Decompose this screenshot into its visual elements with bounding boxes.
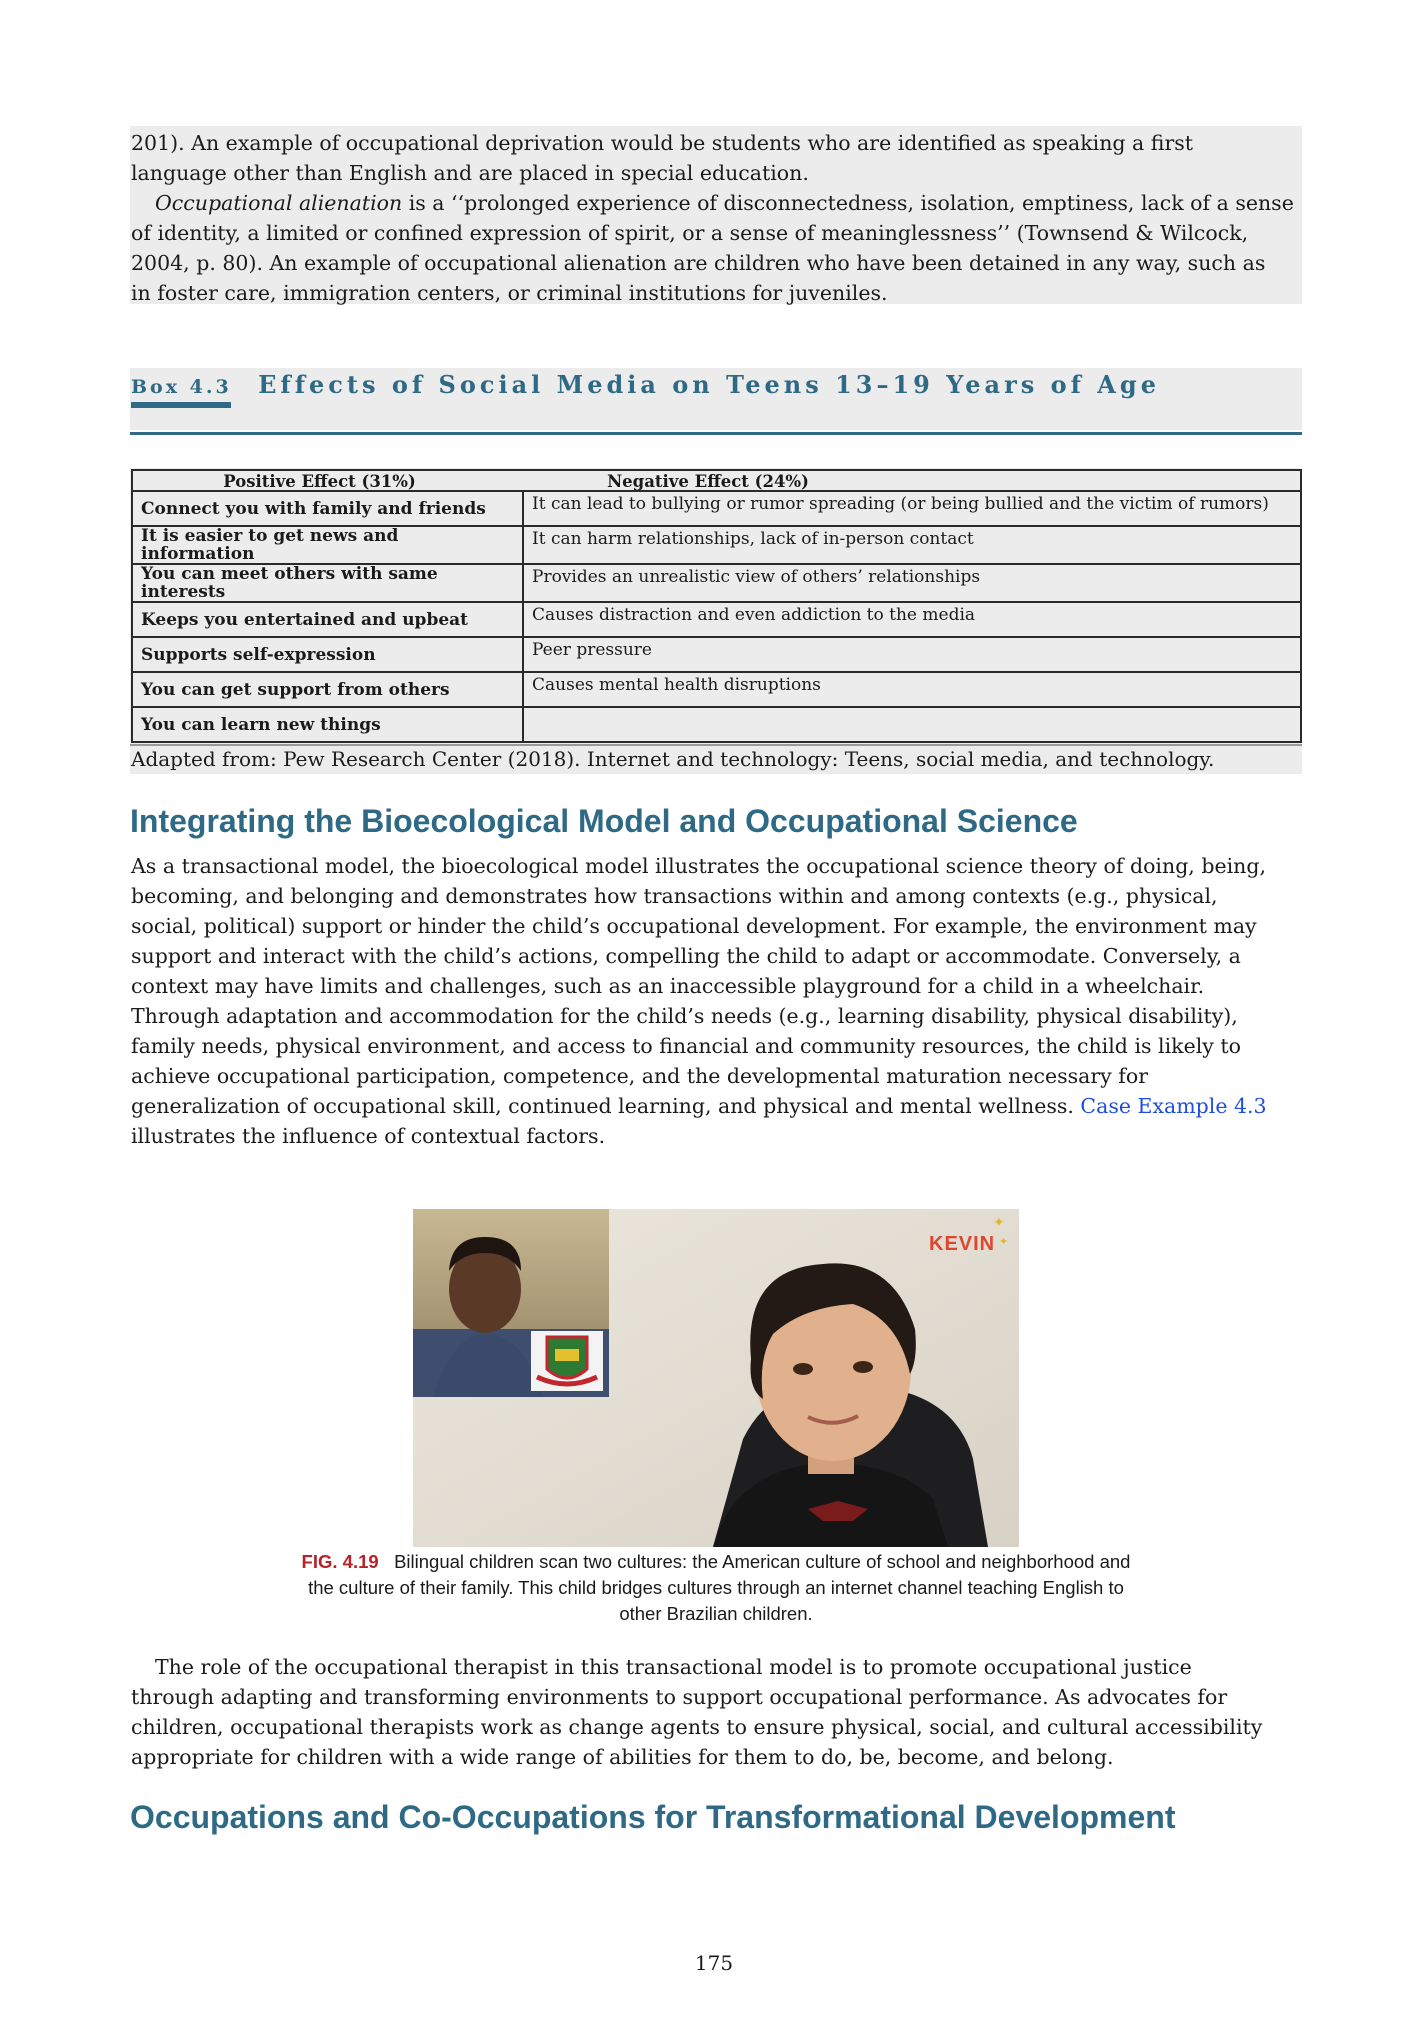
paragraph-line: family needs, physical environment, and access to financial and community resources, the child is likely to — [131, 1034, 1241, 1058]
table-row — [132, 491, 1301, 526]
positive-cell: It is easier to get news and information — [132, 526, 523, 564]
positive-cell: Supports self-expression — [132, 637, 523, 672]
negative-cell: Causes distraction and even addiction to the media — [523, 602, 1301, 637]
table-source: Adapted from: Pew Research Center (2018). Internet and technology: Teens, social media, and technology. — [131, 747, 1215, 771]
positive-cell: You can learn new things — [132, 707, 523, 742]
paragraph-line — [131, 1091, 1321, 1121]
negative-cell — [523, 707, 1301, 742]
figure-photo — [413, 1209, 1019, 1547]
paragraph-line: becoming, and belonging and demonstrates how transactions within and among contexts (e.g., physical, — [131, 884, 1218, 908]
alienation-term: Occupational alienation — [155, 191, 403, 215]
table-row — [132, 564, 1301, 602]
positive-cell: You can meet others with same interests — [132, 564, 523, 602]
intro-line: of identity, a limited or confined expression of spirit, or a sense of meaninglessness’’ (Townsend & Wilcock, — [131, 221, 1249, 245]
positive-cell: You can get support from others — [132, 672, 523, 707]
channel-logo: KEVIN — [929, 1233, 996, 1255]
intro-paragraph — [131, 128, 1311, 308]
caption-line — [205, 1549, 1227, 1575]
positive-cell: Connect you with family and friends — [132, 491, 523, 526]
star-icon: ✦ — [999, 1235, 1009, 1248]
table-row — [132, 672, 1301, 707]
table-header-row — [131, 469, 1302, 491]
paragraph-line: context may have limits and challenges, such as an inaccessible playground for a child in a wheelchair. — [131, 974, 1205, 998]
intro-line: 201). An example of occupational deprivation would be students who are identified as speaking a first — [131, 131, 1194, 155]
paragraph-line: support and interact with the child’s actions, compelling the child to adapt or accommodate. Conversely, a — [131, 944, 1241, 968]
intro-line: language other than English and are placed in special education. — [131, 161, 809, 185]
paragraph-line: appropriate for children with a wide range of abilities for them to do, be, become, and belong. — [131, 1745, 1114, 1769]
section-heading: Occupations and Co-Occupations for Transformational Development — [130, 1799, 1176, 1835]
table-row — [132, 526, 1301, 564]
intro-line-rest: is a ‘‘prolonged experience of disconnectedness, isolation, emptiness, lack of a sense — [402, 191, 1294, 215]
paragraph-line: achieve occupational participation, competence, and the developmental maturation necessary for — [131, 1064, 1149, 1088]
box-rule — [130, 432, 1302, 435]
box-label: Box 4.3 — [131, 376, 232, 398]
negative-cell: Causes mental health disruptions — [523, 672, 1301, 707]
intro-line — [131, 188, 1311, 218]
box-title: Effects of Social Media on Teens 13–19 Years of Age — [258, 370, 1160, 399]
figure-label: FIG. 4.19 — [301, 1551, 379, 1572]
paragraph-line: As a transactional model, the bioecological model illustrates the occupational science theory of doing, being, — [131, 854, 1266, 878]
intro-line: 2004, p. 80). An example of occupational alienation are children who have been detained in any way, such as — [131, 251, 1266, 275]
caption-text: Bilingual children scan two cultures: the American culture of school and neighborhood and — [394, 1551, 1131, 1572]
caption-line: other Brazilian children. — [619, 1603, 813, 1624]
negative-cell: Provides an unrealistic view of others’ relationships — [523, 564, 1301, 602]
paragraph-line: children, occupational therapists work as change agents to ensure physical, social, and cultural accessibility — [131, 1715, 1263, 1739]
col-header-negative: Negative Effect (24%) — [607, 472, 809, 491]
figure-caption — [205, 1549, 1227, 1627]
effects-table-wrap — [131, 490, 1302, 743]
table-row — [132, 707, 1301, 742]
section-heading: Integrating the Bioecological Model and Occupational Science — [130, 803, 1078, 839]
negative-cell: It can lead to bullying or rumor spreading (or being bullied and the victim of rumors) — [523, 491, 1301, 526]
figure-image — [413, 1209, 1019, 1547]
page-number: 175 — [694, 1951, 734, 1975]
role-paragraph — [131, 1652, 1321, 1772]
box-label-underline — [131, 402, 231, 408]
table-row — [132, 602, 1301, 637]
paragraph-line: through adapting and transforming environments to support occupational performance. As advocates for — [131, 1685, 1228, 1709]
col-header-positive: Positive Effect (31%) — [223, 472, 416, 491]
paragraph-line: illustrates the influence of contextual factors. — [131, 1124, 606, 1148]
effects-table — [131, 490, 1302, 743]
intro-line: in foster care, immigration centers, or criminal institutions for juveniles. — [131, 281, 888, 305]
negative-cell: Peer pressure — [523, 637, 1301, 672]
paragraph-line: The role of the occupational therapist in this transactional model is to promote occupational justice — [155, 1655, 1192, 1679]
positive-cell: Keeps you entertained and upbeat — [132, 602, 523, 637]
paragraph-line-text: generalization of occupational skill, continued learning, and physical and mental wellness. — [131, 1094, 1081, 1118]
caption-line: the culture of their family. This child bridges cultures through an internet channel teaching English to — [308, 1577, 1124, 1598]
table-row — [132, 637, 1301, 672]
box-title-row — [131, 370, 1160, 399]
paragraph-line: Through adaptation and accommodation for the child’s needs (e.g., learning disability, physical disability), — [131, 1004, 1238, 1028]
star-icon: ✦ — [993, 1215, 1005, 1231]
negative-cell: It can harm relationships, lack of in-person contact — [523, 526, 1301, 564]
section-paragraph — [131, 851, 1321, 1151]
case-example-link[interactable]: Case Example 4.3 — [1080, 1094, 1267, 1118]
paragraph-line: social, political) support or hinder the child’s occupational development. For example, the environment may — [131, 914, 1257, 938]
